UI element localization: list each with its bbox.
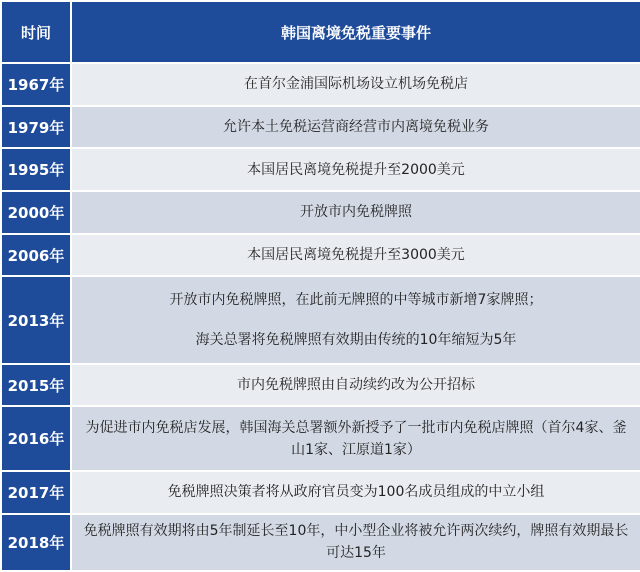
event-cell (71, 364, 640, 407)
year-cell: 2018年 (1, 514, 71, 571)
event-cell (71, 276, 640, 363)
event-text: 海关总署将免税牌照有效期由传统的10年缩短为5年 (195, 332, 517, 349)
event-cell (71, 406, 640, 471)
event-cell (71, 148, 640, 191)
header-row (1, 1, 640, 63)
event-cell (71, 191, 640, 234)
event-cell (71, 106, 640, 149)
table-row (1, 191, 640, 234)
header-event: 韩国离境免税重要事件 (71, 1, 640, 63)
table-row (1, 471, 640, 514)
event-text: 为促进市内免税店发展，韩国海关总署额外新授予了一批市内免税店牌照（首尔4家、釜山1家、江原道1家） (85, 419, 627, 458)
year-cell: 1979年 (1, 106, 71, 149)
table-row (1, 148, 640, 191)
table-row (1, 406, 640, 471)
year-cell: 2017年 (1, 471, 71, 514)
year-cell: 2016年 (1, 406, 71, 471)
event-cell (71, 234, 640, 277)
event-cell (71, 63, 640, 106)
event-text: 在首尔金浦国际机场设立机场免税店 (244, 76, 468, 93)
year-cell: 1967年 (1, 63, 71, 106)
year-cell: 1995年 (1, 148, 71, 191)
event-text: 开放市内免税牌照 (300, 204, 412, 221)
table-row (1, 514, 640, 571)
event-cell (71, 471, 640, 514)
table-row (1, 234, 640, 277)
year-cell: 2000年 (1, 191, 71, 234)
event-text: 市内免税牌照由自动续约改为公开招标 (237, 377, 475, 394)
event-text: 开放市内免税牌照，在此前无牌照的中等城市新增7家牌照； (169, 292, 543, 309)
event-text: 本国居民离境免税提升至3000美元 (247, 247, 465, 264)
year-cell: 2013年 (1, 276, 71, 363)
year-cell: 2015年 (1, 364, 71, 407)
year-cell: 2006年 (1, 234, 71, 277)
event-text: 允许本土免税运营商经营市内离境免税业务 (223, 119, 489, 135)
header-time: 时间 (1, 1, 71, 63)
table-row (1, 276, 640, 363)
event-text: 免税牌照决策者将从政府官员变为100名成员组成的中立小组 (167, 484, 545, 501)
event-cell (71, 514, 640, 571)
table-row (1, 106, 640, 149)
table-row (1, 63, 640, 106)
table-row (1, 364, 640, 407)
event-text: 免税牌照有效期将由5年制延长至10年，中小型企业将被允许两次续约，牌照有效期最长可达15年 (83, 523, 629, 562)
event-text: 本国居民离境免税提升至2000美元 (247, 161, 465, 178)
